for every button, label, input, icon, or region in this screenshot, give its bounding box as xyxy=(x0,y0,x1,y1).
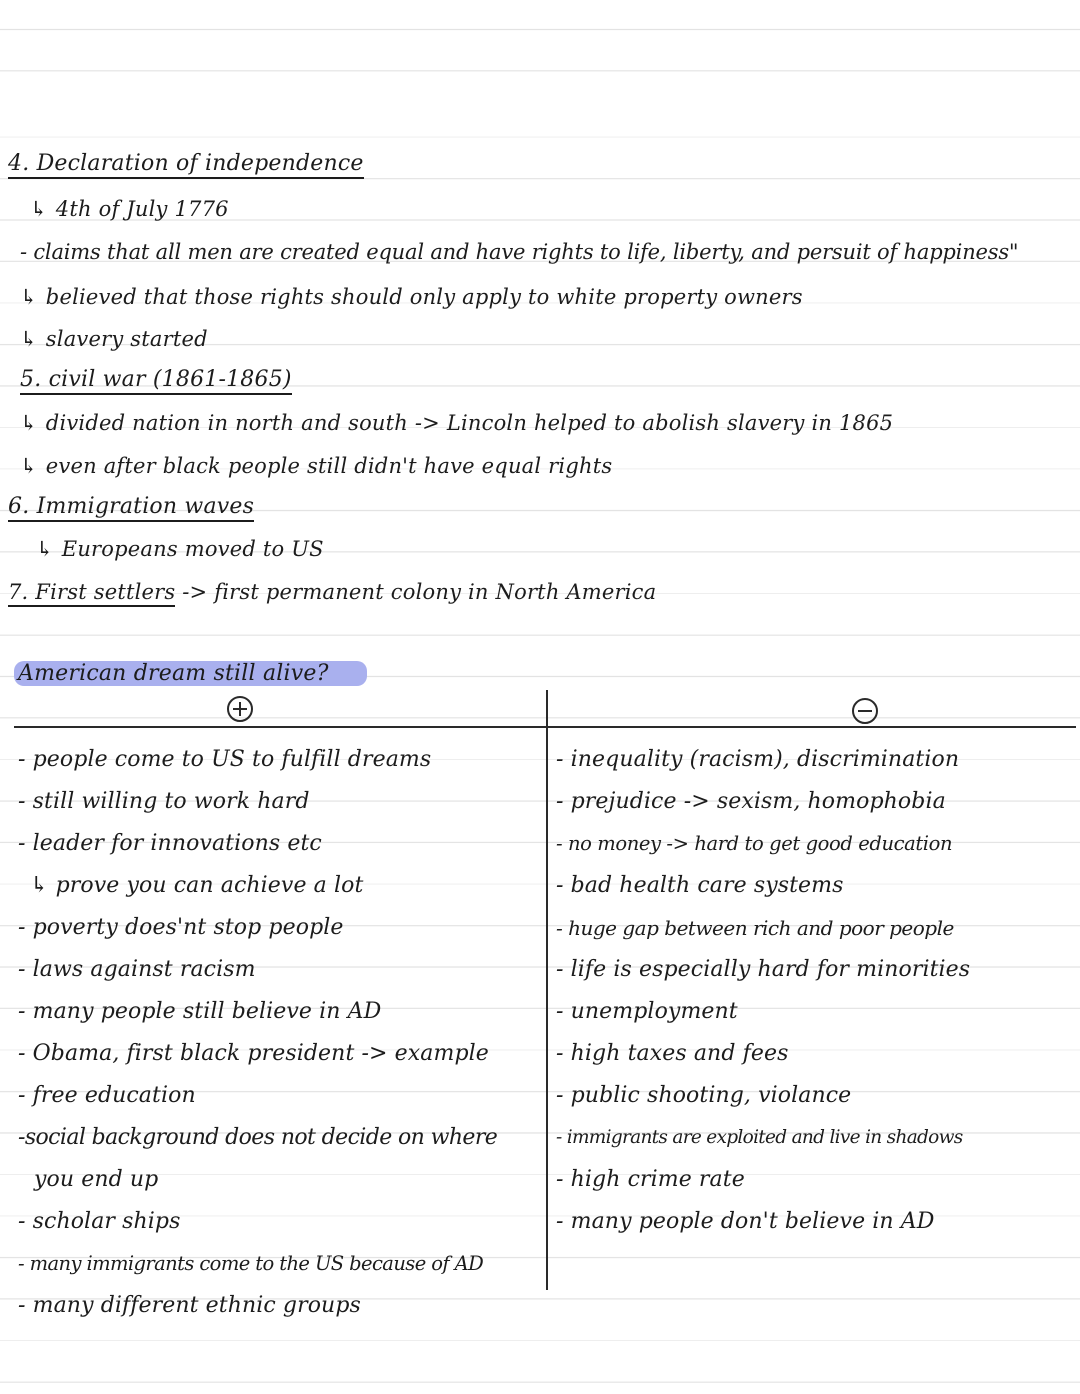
table-vertical-divider xyxy=(546,690,548,1290)
sub-arrow-icon: ↳ xyxy=(20,285,38,309)
section-5-divided-text: divided nation in north and south -> Lincoln helped to abolish slavery in 1865 xyxy=(45,411,894,435)
section-4-date-text: 4th of July 1776 xyxy=(55,197,229,221)
section-4-heading-text: 4. Declaration of independence xyxy=(8,151,364,179)
section-7-text: -> first permanent colony in North America xyxy=(182,580,657,604)
list-item: - immigrants are exploited and live in shadows xyxy=(556,1127,963,1148)
sub-arrow-icon: ↳ xyxy=(30,197,48,221)
list-item: - many people don't believe in AD xyxy=(556,1209,935,1234)
section-4-belief-text: believed that those rights should only apply to white property owners xyxy=(45,285,803,309)
section-5-heading xyxy=(20,366,292,394)
section-5-after-text: even after black people still didn't have equal rights xyxy=(45,454,613,478)
cons-list xyxy=(556,746,970,1250)
section-4-slavery-text: slavery started xyxy=(45,327,208,351)
list-item: - leader for innovations etc xyxy=(18,831,322,856)
list-item: - Obama, first black president -> example xyxy=(18,1041,489,1066)
dream-title-highlight: American dream still alive? xyxy=(14,661,367,686)
list-item: - bad health care systems xyxy=(556,873,844,898)
list-item: - still willing to work hard xyxy=(18,789,310,814)
section-5-heading-text: 5. civil war (1861-1865) xyxy=(20,367,292,395)
section-4-heading xyxy=(8,150,364,178)
list-item: - unemployment xyxy=(556,999,738,1024)
section-4-slavery xyxy=(20,325,208,353)
list-item: - laws against racism xyxy=(18,957,256,982)
list-item: - life is especially hard for minorities xyxy=(556,957,971,982)
section-5-divided xyxy=(20,409,893,437)
section-6-europeans xyxy=(36,535,324,563)
section-4-claim: - claims that all men are created equal and have rights to life, liberty, and persuit of happiness" xyxy=(20,240,1019,264)
section-7-heading: 7. First settlers xyxy=(8,580,175,607)
list-item: - inequality (racism), discrimination xyxy=(556,747,960,772)
list-item: ↳ prove you can achieve a lot xyxy=(30,873,364,898)
list-item: - public shooting, violance xyxy=(556,1083,852,1108)
section-7 xyxy=(8,578,656,606)
list-item: - prejudice -> sexism, homophobia xyxy=(556,789,946,814)
section-5-after xyxy=(20,452,612,480)
sub-arrow-icon: ↳ xyxy=(20,327,38,351)
minus-icon xyxy=(852,698,878,724)
list-item: - people come to US to fulfill dreams xyxy=(18,747,432,772)
section-4-belief xyxy=(20,283,803,311)
sub-arrow-icon: ↳ xyxy=(20,454,38,478)
section-4-date xyxy=(30,195,229,223)
list-item: - high crime rate xyxy=(556,1167,745,1192)
section-6-heading-text: 6. Immigration waves xyxy=(8,494,254,522)
dream-title xyxy=(14,660,367,688)
list-item: -social background does not decide on where xyxy=(18,1125,498,1150)
list-item: - many immigrants come to the US because of AD xyxy=(18,1252,484,1275)
pros-list xyxy=(18,746,497,1334)
list-item: - many different ethnic groups xyxy=(18,1293,361,1318)
section-6-heading xyxy=(8,493,254,521)
list-item: - no money -> hard to get good education xyxy=(556,832,953,855)
list-item: - free education xyxy=(18,1083,196,1108)
sub-arrow-icon: ↳ xyxy=(36,537,54,561)
table-horizontal-divider xyxy=(14,726,1076,728)
list-item: - huge gap between rich and poor people xyxy=(556,916,954,940)
sub-arrow-icon: ↳ xyxy=(20,411,38,435)
list-item: - high taxes and fees xyxy=(556,1041,789,1066)
section-6-europeans-text: Europeans moved to US xyxy=(61,537,324,561)
plus-icon xyxy=(227,696,253,722)
list-item: - many people still believe in AD xyxy=(18,999,382,1024)
list-item: you end up xyxy=(34,1167,159,1192)
list-item: - scholar ships xyxy=(18,1209,181,1234)
list-item: - poverty does'nt stop people xyxy=(18,915,344,940)
